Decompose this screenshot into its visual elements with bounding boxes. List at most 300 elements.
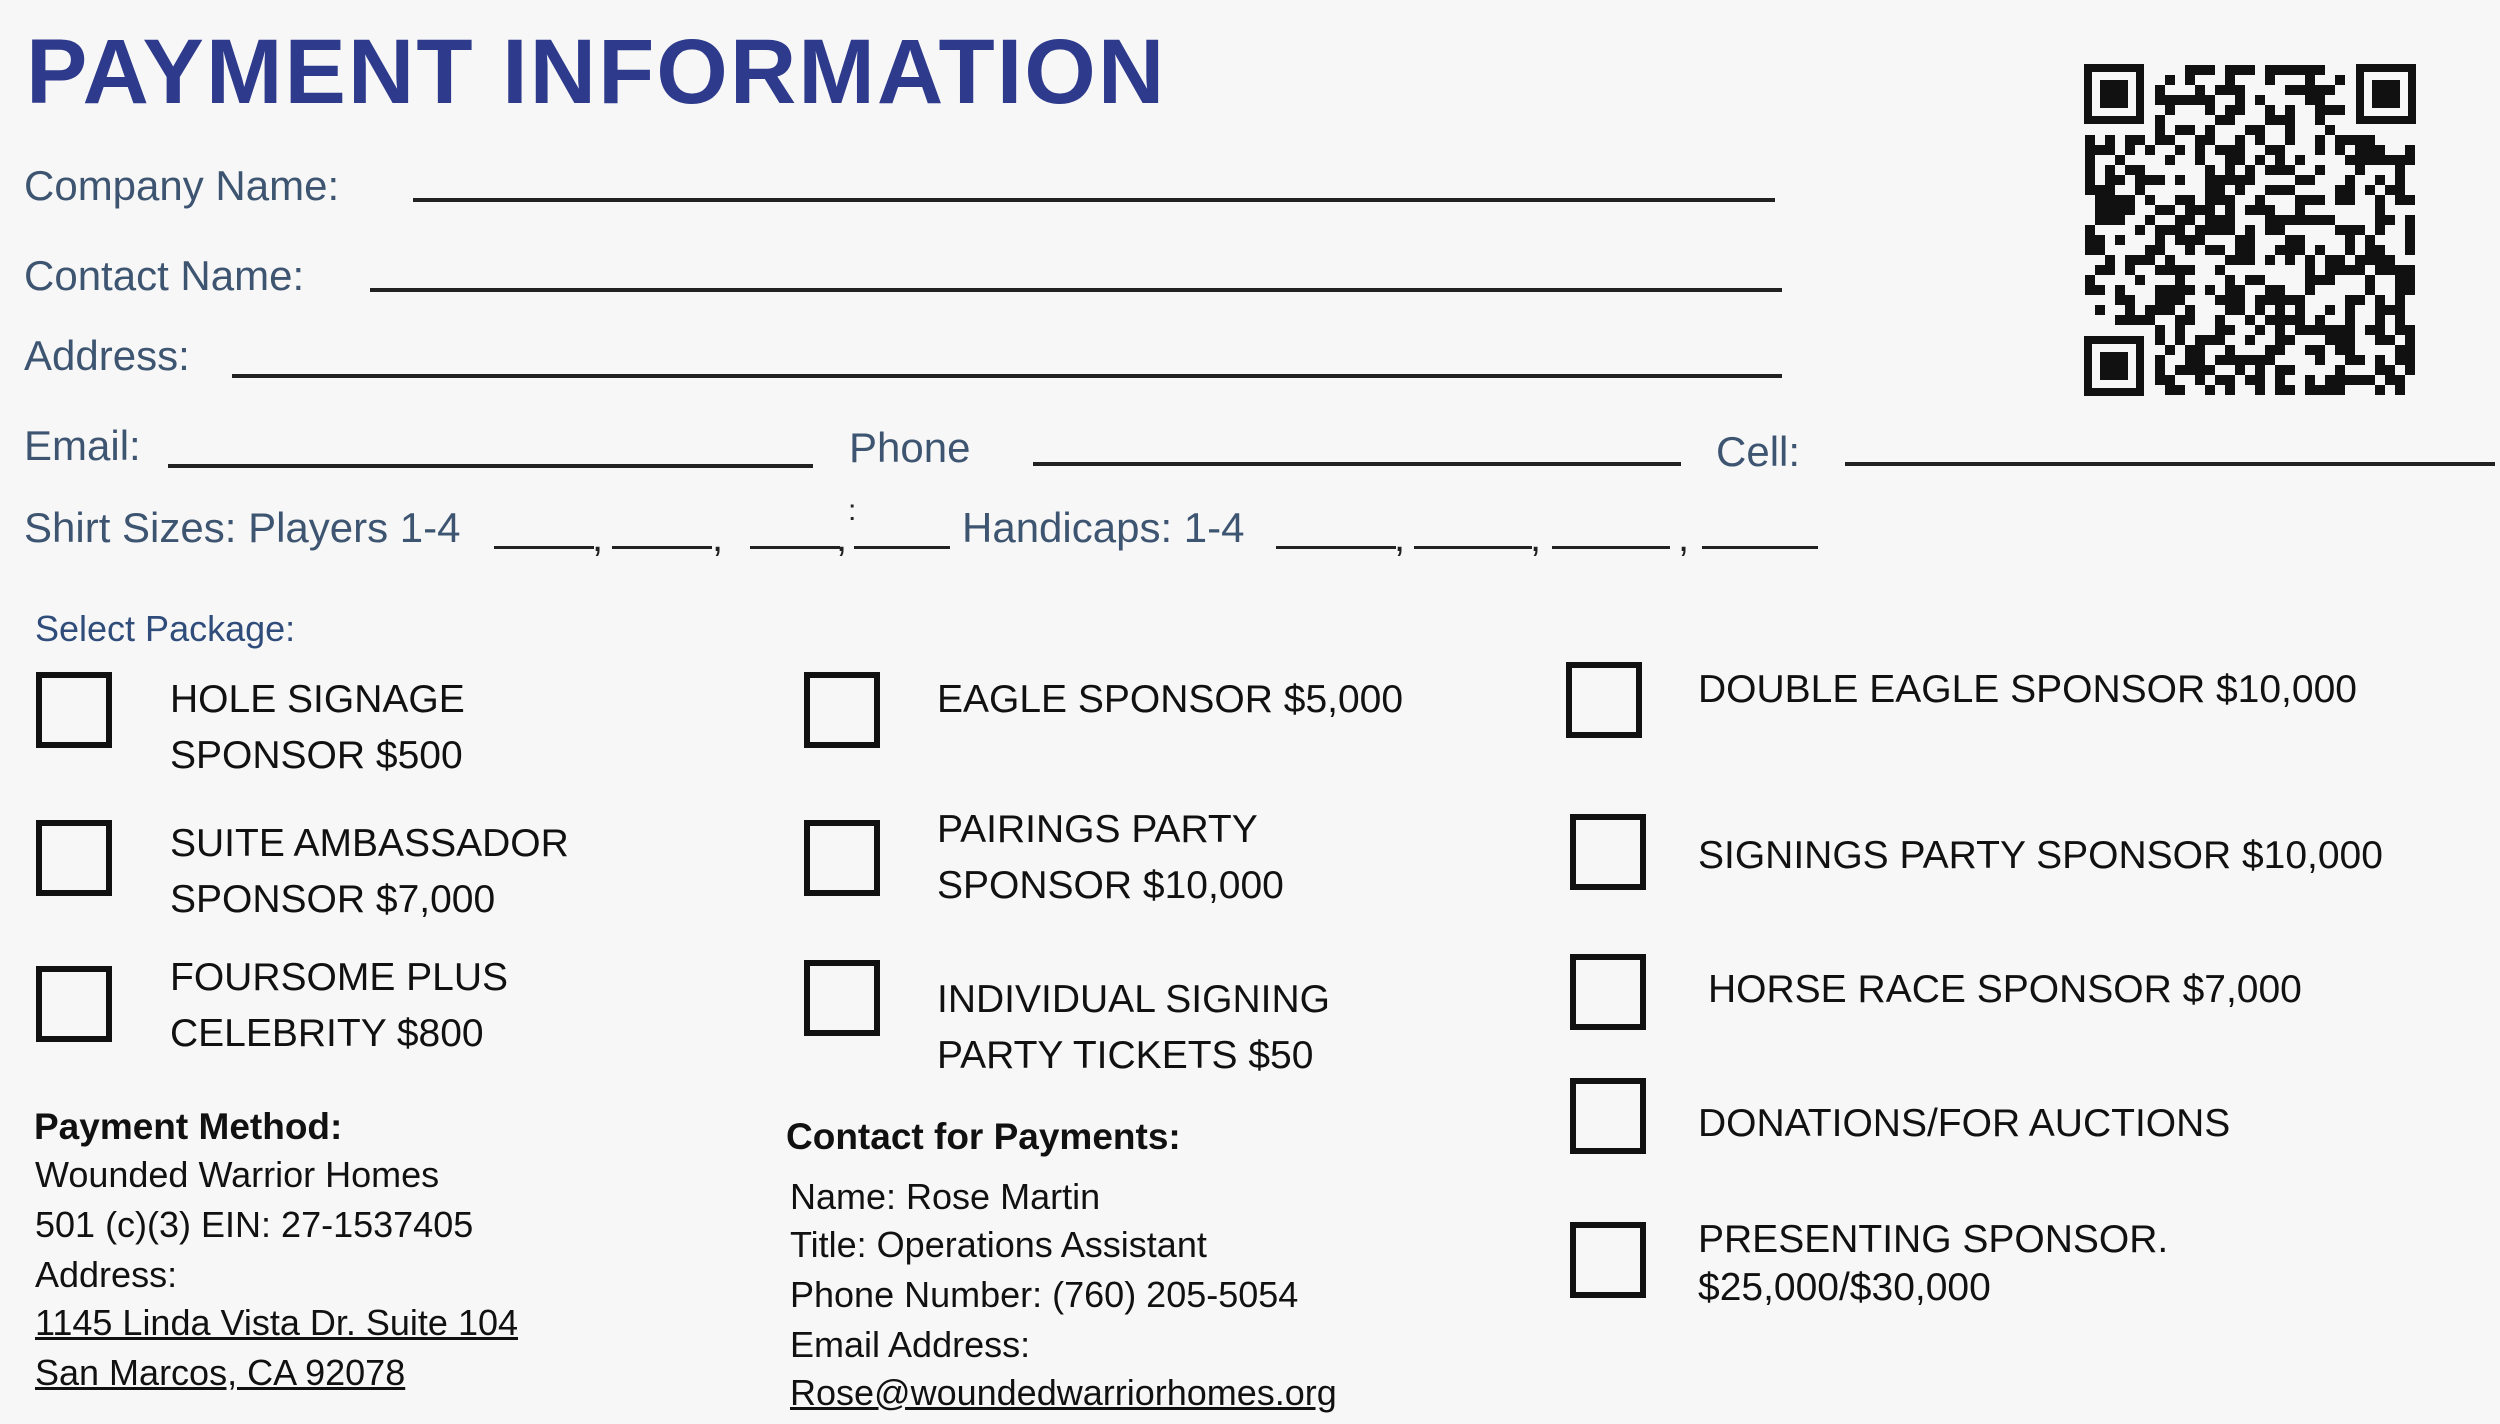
signings-party-checkbox[interactable] bbox=[1570, 814, 1646, 890]
qr-module bbox=[2265, 215, 2275, 225]
qr-module bbox=[2175, 365, 2185, 375]
qr-module bbox=[2095, 195, 2105, 205]
qr-module bbox=[2235, 135, 2245, 145]
qr-module bbox=[2145, 305, 2155, 315]
qr-module bbox=[2295, 85, 2305, 95]
qr-module bbox=[2295, 155, 2305, 165]
qr-module bbox=[2375, 355, 2385, 365]
handicap-4-line[interactable] bbox=[1702, 546, 1818, 549]
qr-module bbox=[2125, 295, 2135, 305]
qr-module bbox=[2155, 335, 2165, 345]
qr-module bbox=[2175, 335, 2185, 345]
qr-module bbox=[2295, 205, 2305, 215]
qr-module bbox=[2305, 85, 2315, 95]
qr-module bbox=[2335, 255, 2345, 265]
qr-module bbox=[2235, 185, 2245, 195]
qr-module bbox=[2205, 65, 2215, 75]
qr-module bbox=[2265, 65, 2275, 75]
qr-module bbox=[2355, 295, 2365, 305]
qr-module bbox=[2325, 255, 2335, 265]
qr-module bbox=[2215, 115, 2225, 125]
qr-module bbox=[2255, 295, 2265, 305]
qr-module bbox=[2155, 135, 2165, 145]
qr-module bbox=[2215, 195, 2225, 205]
qr-module bbox=[2275, 315, 2285, 325]
qr-module bbox=[2345, 305, 2355, 315]
qr-module bbox=[2315, 145, 2325, 155]
qr-module bbox=[2385, 265, 2395, 275]
contact-email-link[interactable]: Rose@woundedwarriorhomes.org bbox=[790, 1372, 1337, 1413]
qr-module bbox=[2205, 95, 2215, 105]
qr-module bbox=[2235, 85, 2245, 95]
qr-module bbox=[2205, 175, 2215, 185]
qr-module bbox=[2225, 205, 2235, 215]
qr-module bbox=[2105, 145, 2115, 155]
qr-module bbox=[2275, 185, 2285, 195]
package-line: SPONSOR $10,000 bbox=[937, 864, 1284, 907]
qr-module bbox=[2335, 195, 2345, 205]
qr-module bbox=[2165, 155, 2175, 165]
qr-module bbox=[2315, 85, 2325, 95]
qr-module bbox=[2225, 375, 2235, 385]
qr-module bbox=[2285, 335, 2295, 345]
handicap-2-line[interactable] bbox=[1414, 546, 1532, 549]
qr-module bbox=[2365, 285, 2375, 295]
qr-module bbox=[2215, 215, 2225, 225]
qr-module bbox=[2335, 145, 2345, 155]
qr-module bbox=[2315, 355, 2325, 365]
qr-module bbox=[2225, 65, 2235, 75]
qr-module bbox=[2095, 235, 2105, 245]
double-eagle-checkbox[interactable] bbox=[1566, 662, 1642, 738]
qr-module bbox=[2105, 195, 2115, 205]
email-address-label: Email Address: bbox=[790, 1324, 1031, 1365]
qr-module bbox=[2395, 165, 2405, 175]
qr-module bbox=[2155, 305, 2165, 315]
qr-module bbox=[2085, 135, 2095, 145]
eagle-sponsor-checkbox[interactable] bbox=[804, 672, 880, 748]
qr-module bbox=[2225, 175, 2235, 185]
qr-module bbox=[2335, 185, 2345, 195]
horse-race-label bbox=[1708, 962, 2302, 1018]
qr-module bbox=[2155, 295, 2165, 305]
qr-module bbox=[2255, 305, 2265, 315]
qr-module bbox=[2235, 65, 2245, 75]
qr-module bbox=[2185, 285, 2195, 295]
shirt-sizes-label: Shirt Sizes: Players 1-4 bbox=[24, 504, 461, 551]
qr-module bbox=[2405, 215, 2415, 225]
qr-module bbox=[2165, 95, 2175, 105]
qr-module bbox=[2325, 85, 2335, 95]
qr-module bbox=[2195, 235, 2205, 245]
qr-module bbox=[2185, 245, 2195, 255]
qr-module bbox=[2265, 285, 2275, 295]
qr-module bbox=[2325, 335, 2335, 345]
qr-module bbox=[2285, 135, 2295, 145]
qr-module bbox=[2195, 95, 2205, 105]
qr-module bbox=[2165, 375, 2175, 385]
qr-module bbox=[2245, 65, 2255, 75]
qr-module bbox=[2395, 325, 2405, 335]
qr-module bbox=[2225, 165, 2235, 175]
qr-module bbox=[2275, 325, 2285, 335]
qr-module bbox=[2365, 135, 2375, 145]
email-line[interactable] bbox=[168, 464, 813, 468]
qr-module bbox=[2335, 135, 2345, 145]
qr-module bbox=[2325, 125, 2335, 135]
qr-module bbox=[2405, 365, 2415, 375]
qr-module bbox=[2375, 365, 2385, 375]
qr-module bbox=[2275, 65, 2285, 75]
qr-module bbox=[2275, 295, 2285, 305]
qr-module bbox=[2315, 105, 2325, 115]
org-name: Wounded Warrior Homes bbox=[35, 1154, 440, 1195]
qr-module bbox=[2215, 185, 2225, 195]
qr-module bbox=[2275, 365, 2285, 375]
qr-module bbox=[2205, 245, 2215, 255]
qr-module bbox=[2295, 305, 2305, 315]
presenting-sponsor-label bbox=[1698, 1216, 2168, 1312]
qr-module bbox=[2155, 235, 2165, 245]
qr-module bbox=[2175, 225, 2185, 235]
qr-module bbox=[2275, 385, 2285, 395]
individual-signing-label bbox=[937, 972, 1330, 1084]
qr-module bbox=[2405, 155, 2415, 165]
qr-module bbox=[2375, 315, 2385, 325]
foursome-plus-checkbox[interactable] bbox=[36, 966, 112, 1042]
qr-module bbox=[2155, 225, 2165, 235]
qr-module bbox=[2285, 245, 2295, 255]
individual-signing-checkbox[interactable] bbox=[804, 960, 880, 1036]
qr-module bbox=[2155, 365, 2165, 375]
qr-module bbox=[2395, 185, 2405, 195]
handicap-1-line[interactable] bbox=[1276, 546, 1396, 549]
qr-module bbox=[2375, 175, 2385, 185]
qr-module bbox=[2205, 195, 2215, 205]
qr-module bbox=[2255, 375, 2265, 385]
qr-module bbox=[2265, 345, 2275, 355]
qr-module bbox=[2215, 325, 2225, 335]
qr-module bbox=[2365, 325, 2375, 335]
qr-module bbox=[2255, 125, 2265, 135]
colon-mark: : bbox=[848, 494, 857, 527]
qr-module bbox=[2355, 145, 2365, 155]
qr-module bbox=[2195, 135, 2205, 145]
qr-module bbox=[2185, 355, 2195, 365]
qr-module bbox=[2335, 75, 2345, 85]
qr-module bbox=[2405, 355, 2415, 365]
qr-module bbox=[2235, 295, 2245, 305]
qr-module bbox=[2105, 205, 2115, 215]
qr-module bbox=[2235, 245, 2245, 255]
handicaps-label: Handicaps: 1-4 bbox=[962, 504, 1245, 551]
qr-module bbox=[2185, 125, 2195, 135]
qr-module bbox=[2105, 215, 2115, 225]
qr-module bbox=[2375, 195, 2385, 205]
qr-module bbox=[2245, 255, 2255, 265]
qr-module bbox=[2325, 265, 2335, 275]
qr-module bbox=[2175, 275, 2185, 285]
qr-module bbox=[2195, 375, 2205, 385]
qr-module bbox=[2215, 85, 2225, 95]
qr-module bbox=[2085, 155, 2095, 165]
donations-checkbox[interactable] bbox=[1570, 1078, 1646, 1154]
qr-module bbox=[2265, 165, 2275, 175]
comma-separator: , bbox=[592, 516, 604, 560]
presenting-sponsor-checkbox[interactable] bbox=[1570, 1222, 1646, 1298]
qr-finder-bottom-left bbox=[2084, 336, 2144, 396]
qr-module bbox=[2285, 365, 2295, 375]
qr-module bbox=[2405, 275, 2415, 285]
qr-module bbox=[2325, 375, 2335, 385]
qr-module bbox=[2295, 195, 2305, 205]
qr-module bbox=[2245, 355, 2255, 365]
qr-module bbox=[2345, 175, 2355, 185]
qr-module bbox=[2255, 275, 2265, 285]
qr-module bbox=[2095, 265, 2105, 275]
qr-module bbox=[2405, 345, 2415, 355]
qr-module bbox=[2355, 155, 2365, 165]
qr-module bbox=[2395, 375, 2405, 385]
qr-module bbox=[2375, 225, 2385, 235]
qr-module bbox=[2085, 145, 2095, 155]
qr-module bbox=[2275, 155, 2285, 165]
qr-module bbox=[2315, 195, 2325, 205]
qr-module bbox=[2305, 325, 2315, 335]
qr-module bbox=[2135, 135, 2145, 145]
qr-module bbox=[2165, 75, 2175, 85]
qr-module bbox=[2225, 115, 2235, 125]
qr-module bbox=[2175, 125, 2185, 135]
qr-module bbox=[2385, 375, 2395, 385]
qr-module bbox=[2315, 345, 2325, 355]
qr-module bbox=[2355, 265, 2365, 275]
street-address-link[interactable]: 1145 Linda Vista Dr. Suite 104 bbox=[35, 1302, 519, 1343]
package-line: HORSE RACE SPONSOR $7,000 bbox=[1708, 968, 2302, 1011]
qr-module bbox=[2085, 285, 2095, 295]
qr-module bbox=[2235, 285, 2245, 295]
contact-title-text: Title: Operations Assistant bbox=[790, 1224, 1207, 1265]
qr-module bbox=[2095, 205, 2105, 215]
qr-module bbox=[2085, 175, 2095, 185]
qr-module bbox=[2165, 265, 2175, 275]
qr-module bbox=[2285, 315, 2295, 325]
qr-module bbox=[2165, 105, 2175, 115]
qr-module bbox=[2245, 275, 2255, 285]
qr-module bbox=[2165, 135, 2175, 145]
qr-module bbox=[2175, 175, 2185, 185]
qr-module bbox=[2135, 185, 2145, 195]
qr-module bbox=[2225, 215, 2235, 225]
company-name-line[interactable] bbox=[413, 198, 1775, 202]
qr-module bbox=[2345, 315, 2355, 325]
qr-module bbox=[2395, 355, 2405, 365]
qr-module bbox=[2205, 165, 2215, 175]
qr-module bbox=[2395, 155, 2405, 165]
qr-module bbox=[2105, 165, 2115, 175]
qr-module bbox=[2345, 155, 2355, 165]
pairings-party-checkbox[interactable] bbox=[804, 820, 880, 896]
qr-module bbox=[2195, 145, 2205, 155]
qr-module bbox=[2325, 215, 2335, 225]
qr-module bbox=[2285, 65, 2295, 75]
qr-module bbox=[2275, 335, 2285, 345]
qr-finder-top-right bbox=[2356, 64, 2416, 124]
qr-module bbox=[2105, 265, 2115, 275]
qr-finder-top-left bbox=[2084, 64, 2144, 124]
contact-name-line[interactable] bbox=[370, 288, 1782, 292]
qr-module bbox=[2255, 155, 2265, 165]
shirt-size-1-line[interactable] bbox=[494, 546, 594, 549]
qr-module bbox=[2165, 255, 2175, 265]
qr-module bbox=[2405, 245, 2415, 255]
qr-module bbox=[2235, 145, 2245, 155]
qr-module bbox=[2225, 275, 2235, 285]
comma-separator: , bbox=[712, 516, 724, 560]
qr-module bbox=[2165, 385, 2175, 395]
qr-module bbox=[2245, 235, 2255, 245]
qr-module bbox=[2085, 165, 2095, 175]
qr-module bbox=[2085, 225, 2095, 235]
handicap-3-line[interactable] bbox=[1552, 546, 1670, 549]
qr-module bbox=[2135, 165, 2145, 175]
qr-module bbox=[2085, 275, 2095, 285]
qr-module bbox=[2335, 265, 2345, 275]
qr-module bbox=[2215, 335, 2225, 345]
cell-line[interactable] bbox=[1845, 462, 2495, 466]
qr-module bbox=[2245, 205, 2255, 215]
qr-module bbox=[2275, 345, 2285, 355]
ein-text: 501 (c)(3) EIN: 27-1537405 bbox=[35, 1204, 474, 1245]
qr-module bbox=[2285, 295, 2295, 305]
qr-module bbox=[2185, 315, 2195, 325]
qr-module bbox=[2155, 205, 2165, 215]
qr-module bbox=[2235, 235, 2245, 245]
qr-module bbox=[2305, 285, 2315, 295]
qr-module bbox=[2195, 225, 2205, 235]
qr-module bbox=[2225, 295, 2235, 305]
qr-module bbox=[2235, 305, 2245, 315]
qr-module bbox=[2185, 75, 2195, 85]
qr-module bbox=[2295, 65, 2305, 75]
shirt-size-2-line[interactable] bbox=[612, 546, 712, 549]
qr-module bbox=[2205, 125, 2215, 135]
qr-module bbox=[2255, 95, 2265, 105]
qr-module bbox=[2195, 365, 2205, 375]
qr-module bbox=[2245, 335, 2255, 345]
phone-line[interactable] bbox=[1033, 462, 1681, 466]
qr-module bbox=[2155, 325, 2165, 335]
qr-module bbox=[2165, 225, 2175, 235]
qr-module bbox=[2335, 345, 2345, 355]
qr-module bbox=[2095, 185, 2105, 195]
horse-race-checkbox[interactable] bbox=[1570, 954, 1646, 1030]
qr-module bbox=[2405, 285, 2415, 295]
package-line: PAIRINGS PARTY bbox=[937, 808, 1258, 851]
qr-module bbox=[2385, 155, 2395, 165]
qr-module bbox=[2235, 355, 2245, 365]
qr-module bbox=[2385, 185, 2395, 195]
qr-module bbox=[2375, 255, 2385, 265]
qr-module bbox=[2265, 205, 2275, 215]
suite-ambassador-label bbox=[170, 816, 569, 928]
qr-module bbox=[2375, 335, 2385, 345]
foursome-plus-label bbox=[170, 950, 508, 1062]
qr-module bbox=[2115, 205, 2125, 215]
city-address-link[interactable]: San Marcos, CA 92078 bbox=[35, 1352, 406, 1393]
qr-module bbox=[2125, 255, 2135, 265]
qr-module bbox=[2185, 305, 2195, 315]
qr-module bbox=[2115, 285, 2125, 295]
qr-module bbox=[2195, 335, 2205, 345]
qr-module bbox=[2135, 175, 2145, 185]
qr-module bbox=[2175, 325, 2185, 335]
qr-module bbox=[2175, 265, 2185, 275]
qr-module bbox=[2305, 345, 2315, 355]
qr-module bbox=[2125, 265, 2135, 275]
qr-module bbox=[2275, 225, 2285, 235]
package-line: SUITE AMBASSADOR bbox=[170, 822, 569, 865]
qr-module bbox=[2405, 265, 2415, 275]
qr-module bbox=[2145, 255, 2155, 265]
qr-module bbox=[2165, 345, 2175, 355]
qr-module bbox=[2285, 115, 2295, 125]
qr-module bbox=[2085, 245, 2095, 255]
qr-module bbox=[2215, 265, 2225, 275]
qr-module bbox=[2395, 345, 2405, 355]
qr-module bbox=[2155, 85, 2165, 95]
qr-module bbox=[2185, 365, 2195, 375]
address-line[interactable] bbox=[232, 374, 1782, 378]
qr-module bbox=[2265, 75, 2275, 85]
address-heading: Address: bbox=[35, 1254, 178, 1295]
qr-module bbox=[2115, 195, 2125, 205]
qr-module bbox=[2275, 285, 2285, 295]
qr-module bbox=[2165, 285, 2175, 295]
page-title: PAYMENT INFORMATION bbox=[26, 21, 1167, 123]
qr-module bbox=[2305, 255, 2315, 265]
qr-module bbox=[2135, 255, 2145, 265]
comma-separator: , bbox=[1678, 516, 1690, 560]
shirt-size-3-line[interactable] bbox=[750, 546, 840, 549]
qr-module bbox=[2375, 295, 2385, 305]
qr-module bbox=[2115, 295, 2125, 305]
address-label: Address: bbox=[24, 332, 190, 379]
qr-module bbox=[2175, 215, 2185, 225]
qr-module bbox=[2195, 205, 2205, 215]
package-line: SIGNINGS PARTY SPONSOR $10,000 bbox=[1698, 834, 2383, 877]
hole-signage-checkbox[interactable] bbox=[36, 672, 112, 748]
qr-module bbox=[2105, 135, 2115, 145]
qr-module bbox=[2305, 385, 2315, 395]
qr-module bbox=[2215, 145, 2225, 155]
qr-module bbox=[2155, 265, 2165, 275]
qr-module bbox=[2345, 135, 2355, 145]
qr-module bbox=[2255, 325, 2265, 335]
qr-module bbox=[2395, 295, 2405, 305]
qr-module bbox=[2215, 355, 2225, 365]
qr-module bbox=[2245, 225, 2255, 235]
qr-module bbox=[2405, 195, 2415, 205]
qr-module bbox=[2305, 175, 2315, 185]
suite-ambassador-checkbox[interactable] bbox=[36, 820, 112, 896]
qr-module bbox=[2315, 315, 2325, 325]
shirt-size-4-line[interactable] bbox=[854, 546, 950, 549]
company-name-label: Company Name: bbox=[24, 162, 340, 209]
qr-module bbox=[2155, 285, 2165, 295]
qr-module bbox=[2125, 305, 2135, 315]
package-line: CELEBRITY $800 bbox=[170, 1012, 484, 1055]
